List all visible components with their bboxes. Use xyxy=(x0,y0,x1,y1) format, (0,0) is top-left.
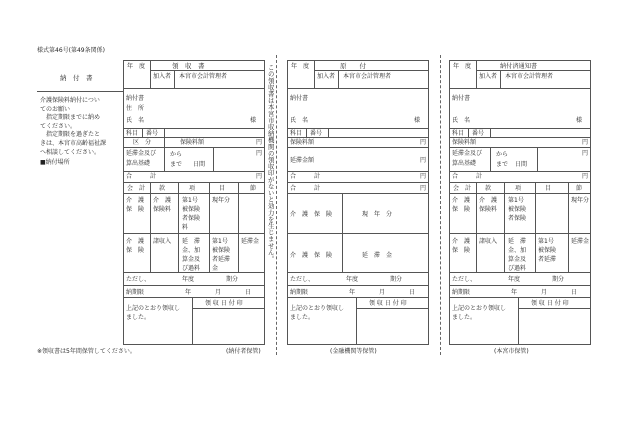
kubun-label: 区 分 xyxy=(133,139,152,146)
line xyxy=(449,88,591,89)
bank-yen-4: 円 xyxy=(420,185,427,192)
city-rowa-c1: 介 護 xyxy=(452,197,471,204)
city-dl-day: 日 xyxy=(571,289,578,296)
city-deadline: 納期限 xyxy=(452,289,471,296)
line xyxy=(142,128,143,137)
city-rowb-c4: 第1号 xyxy=(538,238,554,245)
rowb-c1: 介 護 xyxy=(126,238,145,245)
line xyxy=(123,182,265,183)
city-rowa-c4: 現年分 xyxy=(571,197,590,204)
city-number: 番号 xyxy=(472,130,485,137)
header-mid-line xyxy=(150,70,265,71)
line xyxy=(306,128,307,137)
rowa-c4: 現年分 xyxy=(212,197,231,204)
line xyxy=(449,297,591,298)
name-label: 氏 名 xyxy=(126,117,145,124)
city-dl-month: 月 xyxy=(541,289,548,296)
stub-title: 納 付 書 xyxy=(60,74,93,82)
stub-notice xyxy=(40,97,122,168)
city-yen-1: 円 xyxy=(582,139,589,146)
premium-label: 保険料額 xyxy=(180,139,205,146)
rowb-c4: 第1号 xyxy=(212,238,228,245)
bank-proviso-term: 期分 xyxy=(390,276,403,283)
line xyxy=(490,147,491,171)
city-rowb-c3b: 金、加 xyxy=(508,247,527,254)
city-year-label: 年 度 xyxy=(453,63,472,70)
line xyxy=(476,70,591,71)
bank-payer-label: 納付書 xyxy=(290,95,309,102)
bank-dl-day: 日 xyxy=(409,289,416,296)
city-late-base: 延滞金及び xyxy=(452,150,483,157)
cut-line-2 xyxy=(440,55,441,355)
city-late-base2: 算出基礎 xyxy=(452,160,477,167)
line xyxy=(287,128,429,129)
receipt-year-label: 年 度 xyxy=(127,63,146,70)
city-total: 合 計 xyxy=(452,173,483,180)
notice-line: きは、本宮市高齢福祉課 xyxy=(40,139,107,147)
rowb-c2: 諸収入 xyxy=(153,238,172,245)
rowb-c4d: 金 xyxy=(212,265,219,272)
notice-line: 介護保険料納付につい xyxy=(40,97,100,104)
line xyxy=(356,297,357,345)
stamp-label: 領 収 日 付 印 xyxy=(205,300,243,307)
receipt-member-name: 本宮市会計管理者 xyxy=(179,73,228,80)
line xyxy=(287,137,429,138)
deadline-label: 納期限 xyxy=(126,289,145,296)
line xyxy=(287,233,429,234)
address-label: 住 所 xyxy=(126,105,145,112)
account-h-moku: 目 xyxy=(219,185,226,192)
cut-line-1 xyxy=(276,55,277,355)
line xyxy=(192,308,265,309)
city-rowb-c5: 延滞金 xyxy=(571,238,590,245)
line xyxy=(213,147,214,171)
late-fee-base: 延滞金及び xyxy=(126,150,157,157)
city-rowa-c3c: 者保険 xyxy=(508,215,527,222)
notice-line: てのお願い xyxy=(40,105,71,113)
bank-proviso: ただし、 xyxy=(290,276,315,283)
header-divider xyxy=(150,60,151,88)
bank-subject: 科目 xyxy=(290,130,303,137)
line xyxy=(500,70,501,88)
city-rowa-c1b: 保 険 xyxy=(452,206,471,213)
city-rowb-c4b: 被保険 xyxy=(538,247,557,254)
bank-received-2: ました。 xyxy=(290,314,315,321)
line xyxy=(123,128,265,129)
line xyxy=(287,285,429,286)
notice-line: てください。 xyxy=(40,122,77,130)
late-fee-base2: 算出基礎 xyxy=(126,160,151,167)
line xyxy=(209,182,210,272)
rowb-c3c: 算金及 xyxy=(182,256,201,263)
city-h-kou: 項 xyxy=(515,185,522,192)
line xyxy=(287,297,429,298)
deadline-year: 年 xyxy=(185,289,192,296)
city-yen-2: 円 xyxy=(582,150,589,157)
city-received-2: ました。 xyxy=(452,314,477,321)
city-rowa-c2b: 保険料 xyxy=(479,206,498,213)
bank-deadline: 納期限 xyxy=(290,289,309,296)
line xyxy=(123,297,265,298)
line xyxy=(449,233,591,234)
deadline-day: 日 xyxy=(245,289,252,296)
bank-rowa-value: 現 年 分 xyxy=(362,211,393,218)
account-h-kan: 款 xyxy=(159,185,166,192)
rowb-c4b: 被保険 xyxy=(212,247,231,254)
city-h-moku: 目 xyxy=(545,185,552,192)
city-rowb-c3: 延 滞 xyxy=(508,238,527,245)
rowb-c4c: 者延滞 xyxy=(212,256,231,263)
rowa-c1b: 保 険 xyxy=(126,206,145,213)
line xyxy=(123,233,265,234)
city-rowa-c3: 第1号 xyxy=(508,197,524,204)
city-subject: 科目 xyxy=(452,130,465,137)
city-received-1: 上記のとおり領収し xyxy=(452,305,507,312)
line xyxy=(356,308,429,309)
rowb-c5: 延滞金 xyxy=(241,238,260,245)
until-label: まで xyxy=(170,161,183,168)
line xyxy=(537,147,538,171)
line xyxy=(178,182,179,272)
bank-late-fee: 延滞金額 xyxy=(290,157,315,164)
line xyxy=(287,88,429,89)
line xyxy=(449,272,591,273)
city-h-setsu: 節 xyxy=(576,185,583,192)
line xyxy=(518,297,519,345)
notice-line: へ相談してください。 xyxy=(40,148,101,156)
line xyxy=(449,128,591,129)
from-label: から xyxy=(170,151,183,158)
city-member-name: 本宮市会計管理者 xyxy=(505,73,554,80)
account-h-kou: 項 xyxy=(189,185,196,192)
payment-place: ■納付場所 xyxy=(40,159,70,167)
city-rowb-c1: 介 護 xyxy=(452,238,471,245)
line xyxy=(164,128,165,137)
days-label: 日間 xyxy=(193,161,206,168)
city-sama: 様 xyxy=(576,117,583,124)
city-rowa-c2: 介 護 xyxy=(479,197,498,204)
city-dl-year: 年 xyxy=(511,289,518,296)
rowa-c3d: 料 xyxy=(182,224,189,231)
city-rowb-c3c: 算金及 xyxy=(508,256,527,263)
yen-3: 円 xyxy=(256,173,263,180)
rowa-c3c: 者保険 xyxy=(182,215,201,222)
bank-proviso-year: 年度 xyxy=(346,276,359,283)
city-days: 日間 xyxy=(515,161,528,168)
yen-1: 円 xyxy=(256,139,263,146)
stub-footer-left: ※領収書は5年間保管してください。 xyxy=(37,348,136,355)
city-from: から xyxy=(496,151,509,158)
city-footer: (本宮市保管) xyxy=(494,348,529,355)
city-payer-label: 納付書 xyxy=(452,95,471,102)
city-rowb-c4c: 者延滞 xyxy=(538,256,557,263)
received-2: ました。 xyxy=(126,314,151,321)
rowb-c3: 延 滞 xyxy=(182,238,201,245)
rowa-c3b: 被保険 xyxy=(182,206,201,213)
bank-yen-2: 円 xyxy=(420,157,427,164)
bank-title: 原 付 xyxy=(340,62,366,70)
yen-2: 円 xyxy=(256,150,263,157)
city-premium: 保険料額 xyxy=(452,139,477,146)
line xyxy=(314,60,315,88)
city-rowa-c3b: 被保険 xyxy=(508,206,527,213)
stub-footer-right: (納付者保管) xyxy=(226,348,261,355)
line xyxy=(328,128,329,137)
bank-dl-month: 月 xyxy=(379,289,386,296)
bank-name-label: 氏 名 xyxy=(290,117,309,124)
line xyxy=(123,137,265,138)
proviso-term: 期分 xyxy=(226,276,239,283)
line xyxy=(476,60,477,88)
bank-rowb-value: 延 滞 金 xyxy=(362,252,393,259)
line xyxy=(287,182,429,183)
line xyxy=(123,285,265,286)
bank-number: 番号 xyxy=(310,130,323,137)
bank-total: 合 計 xyxy=(290,173,321,180)
received-1: 上記のとおり領収し xyxy=(126,305,181,312)
bank-total-2: 合 計 xyxy=(290,185,321,192)
line xyxy=(192,297,193,345)
vertical-notice: この領収書は本宮市収納機関の領収印がないと効力を生じません。 xyxy=(266,64,275,262)
rowb-c1b: 保 険 xyxy=(126,247,145,254)
line xyxy=(287,193,429,194)
city-proviso-term: 期分 xyxy=(552,276,565,283)
notice-line: 指定期限までに納め xyxy=(40,114,101,122)
rowa-c2: 介 護 xyxy=(153,197,172,204)
total-label: 合 計 xyxy=(126,173,157,180)
account-h-kaikei: 会 計 xyxy=(127,185,146,192)
line xyxy=(449,193,591,194)
line xyxy=(123,147,265,148)
rowa-c2b: 保険料 xyxy=(153,206,172,213)
city-title: 納付済通知書 xyxy=(500,63,538,70)
line xyxy=(568,182,569,272)
line xyxy=(449,171,591,172)
number-label: 番号 xyxy=(146,130,159,137)
line xyxy=(468,128,469,137)
line xyxy=(287,147,429,148)
line xyxy=(164,137,165,171)
bank-rowb-text: 介 護 保 険 xyxy=(290,252,333,259)
line xyxy=(123,193,265,194)
bank-yen-3: 円 xyxy=(420,173,427,180)
bank-frame xyxy=(287,60,429,345)
line xyxy=(518,308,591,309)
proviso-year: 年度 xyxy=(182,276,195,283)
bank-stamp: 領 収 日 付 印 xyxy=(369,300,407,307)
deadline-month: 月 xyxy=(215,289,222,296)
bank-rowa-text: 介 護 保 険 xyxy=(290,211,333,218)
member-divider xyxy=(174,70,175,88)
line xyxy=(123,272,265,273)
proviso: ただし、 xyxy=(126,276,151,283)
bank-premium: 保険料額 xyxy=(290,139,315,146)
line xyxy=(287,171,429,172)
rowb-c3d: び過料 xyxy=(182,265,201,272)
form-number: 様式第46号(第49条関係) xyxy=(37,47,105,54)
city-until: まで xyxy=(496,161,509,168)
city-h-kaikei: 会 計 xyxy=(453,185,472,192)
city-member-label: 加入者 xyxy=(479,73,498,80)
city-rowb-c1b: 保 険 xyxy=(452,247,471,254)
line xyxy=(314,70,429,71)
bank-member-label: 加入者 xyxy=(317,73,336,80)
bank-received-1: 上記のとおり領収し xyxy=(290,305,345,312)
receipt-member-label: 加入者 xyxy=(153,73,172,80)
rowa-c3: 第1号 xyxy=(182,197,198,204)
bank-yen-1: 円 xyxy=(420,139,427,146)
rowb-c3b: 金、加 xyxy=(182,247,201,254)
line xyxy=(287,272,429,273)
payer-label: 納付書 xyxy=(126,95,145,102)
rowa-c1: 介 護 xyxy=(126,197,145,204)
stub-top-line xyxy=(37,91,123,92)
city-rowb-c3d: び過料 xyxy=(508,265,527,272)
bank-sama: 様 xyxy=(414,117,421,124)
city-rowb-c2: 諸収入 xyxy=(479,238,498,245)
city-proviso: ただし、 xyxy=(452,276,477,283)
line xyxy=(449,147,591,148)
name-sama: 様 xyxy=(250,117,257,124)
city-h-kan: 款 xyxy=(485,185,492,192)
line xyxy=(449,182,591,183)
line xyxy=(476,182,477,272)
city-yen-3: 円 xyxy=(582,173,589,180)
bank-member-name: 本宮市会計管理者 xyxy=(343,73,392,80)
subject-label: 科目 xyxy=(126,130,139,137)
header-bottom xyxy=(123,88,265,89)
line xyxy=(504,182,505,272)
city-proviso-year: 年度 xyxy=(508,276,521,283)
account-h-setsu: 節 xyxy=(250,185,257,192)
bank-footer: (金融機関等保管) xyxy=(330,348,377,355)
line xyxy=(535,182,536,272)
bank-year-label: 年 度 xyxy=(291,63,310,70)
line xyxy=(150,182,151,272)
line xyxy=(449,285,591,286)
line xyxy=(238,182,239,272)
city-stamp: 領 収 日 付 印 xyxy=(531,300,569,307)
line xyxy=(490,128,491,137)
line xyxy=(449,137,591,138)
bank-dl-year: 年 xyxy=(349,289,356,296)
receipt-title: 領 収 書 xyxy=(172,62,205,70)
city-name-label: 氏 名 xyxy=(452,117,471,124)
line xyxy=(338,70,339,88)
line xyxy=(123,171,265,172)
notice-line: 指定期限を過ぎたと xyxy=(40,131,101,139)
